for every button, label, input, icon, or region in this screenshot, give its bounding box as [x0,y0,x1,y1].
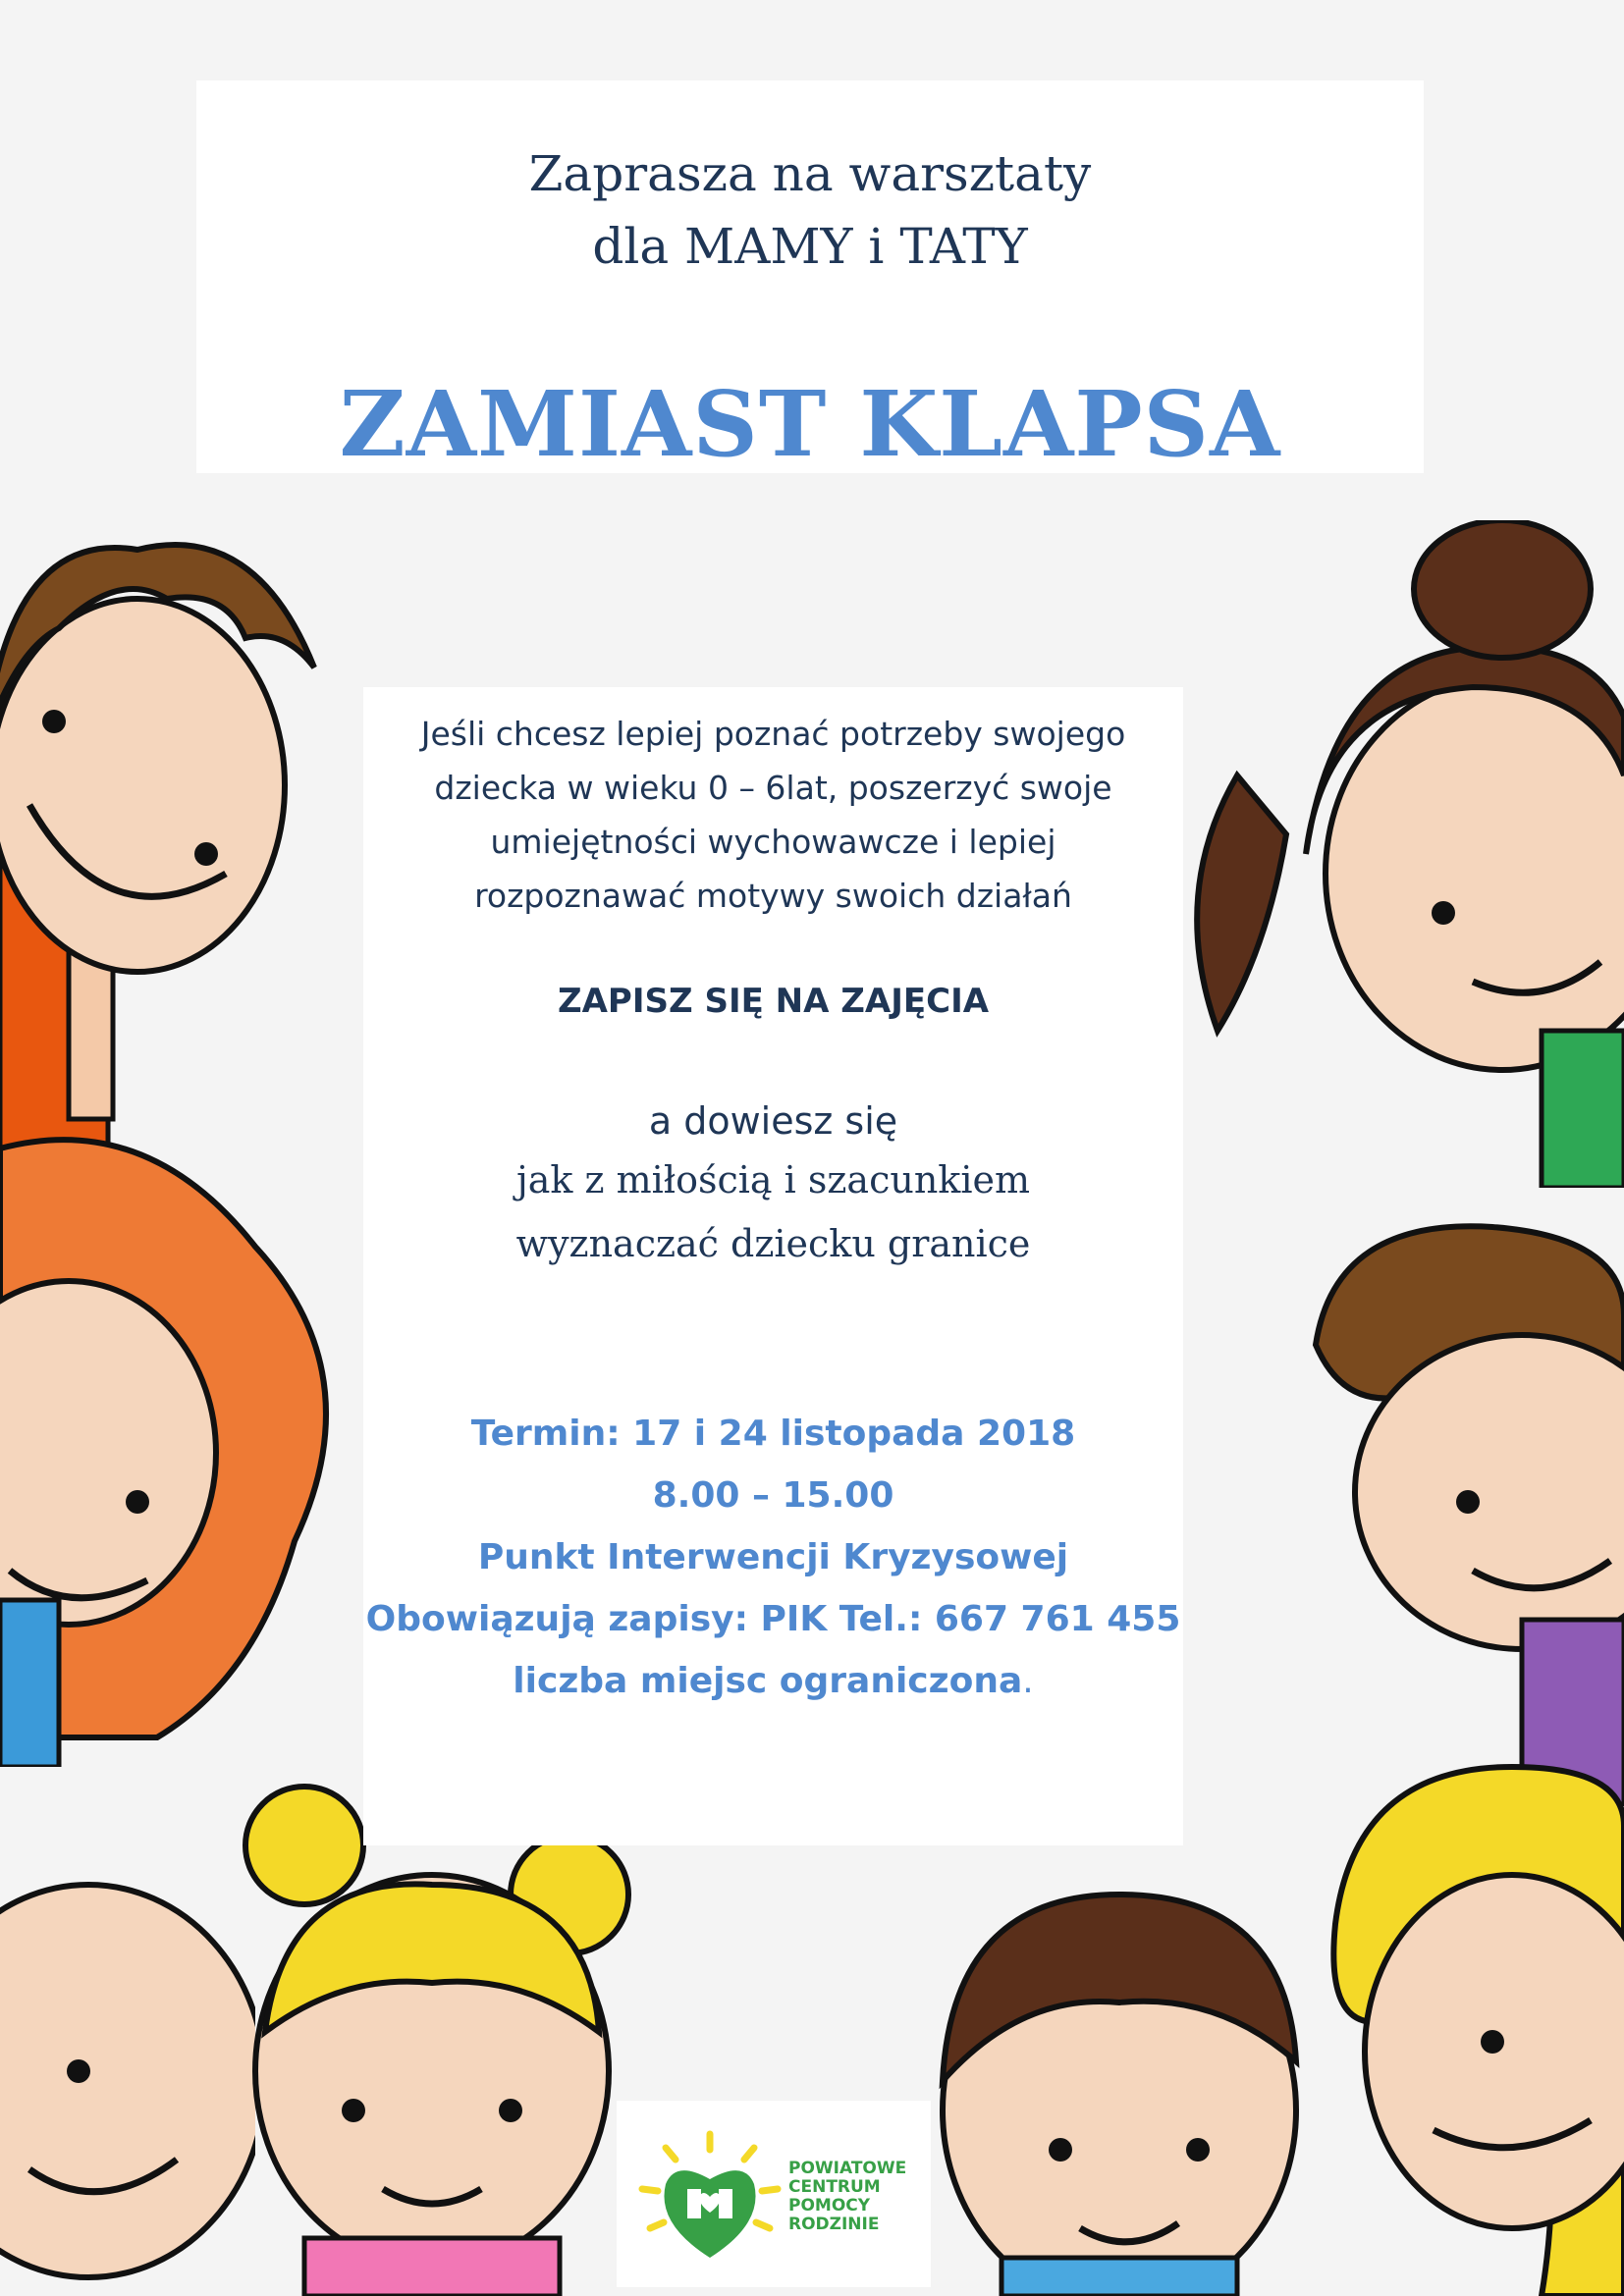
logo-line: CENTRUM [788,2177,881,2197]
boy-brown-hair-illustration [0,491,353,1178]
content-panel [363,687,1183,1845]
signup-call-to-action: ZAPISZ SIĘ NA ZAJĘCIA [557,982,990,1021]
header-panel [196,80,1424,477]
boy-dark-hair-illustration [923,1836,1316,2296]
intro-line: rozpoznawać motywy swoich działań [474,877,1072,915]
intro-line: dziecka w wieku 0 – 6lat, poszerzyć swoje [434,769,1112,807]
learn-line-1: a dowiesz się [648,1099,898,1143]
intro-text [383,707,1164,923]
girl-ponytails-illustration [1178,520,1624,1188]
limited-places-dot: . [1022,1661,1034,1701]
invitation-line-2: dla MAMY i TATY [592,218,1028,275]
limited-places-text: liczba miejsc ograniczona [513,1661,1023,1701]
signup-phone: Obowiązują zapisy: PIK Tel.: 667 761 455 [365,1599,1181,1639]
girl-red-curly-hair-illustration [0,1129,363,1767]
girl-blonde-long-hair-illustration [1316,1728,1624,2296]
pcpr-logo [617,2101,931,2287]
heart-sun-logo-icon [636,2130,784,2268]
intro-line: Jeśli chcesz lepiej poznać potrzeby swojego [420,715,1126,753]
event-location: Punkt Interwencji Kryzysowej [477,1537,1069,1577]
invitation-line-1: Zaprasza na warsztaty [528,145,1092,202]
boy-curly-hair-illustration [1296,1198,1624,1806]
intro-line: umiejętności wychowawcze i lepiej [490,823,1056,861]
term-hours: 8.00 – 15.00 [652,1475,894,1516]
page-title: ZAMIAST KLAPSA [339,371,1281,477]
logo-line: POMOCY [788,2196,871,2216]
learn-line-3: wyznaczać dziecku granice [515,1222,1031,1265]
logo-line: POWIATOWE [788,2159,907,2178]
girl-yellow-hair-illustration [226,1777,638,2296]
logo-text [788,2160,906,2234]
term-date: Termin: 17 i 24 listopada 2018 [470,1414,1076,1454]
logo-line: RODZINIE [788,2215,880,2234]
bald-kid-illustration [0,1845,255,2296]
limited-places [324,1661,1222,1701]
learn-line-2: jak z miłością i szacunkiem [515,1158,1031,1201]
